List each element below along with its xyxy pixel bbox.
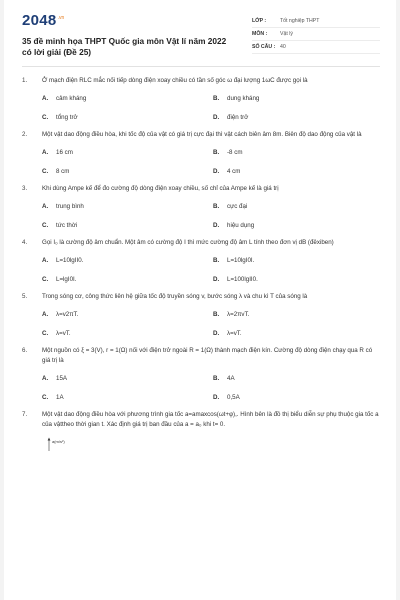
answer-option[interactable]	[213, 375, 384, 382]
question-number: 6.	[22, 347, 28, 354]
option-letter: A.	[42, 95, 49, 102]
answer-option[interactable]	[42, 149, 213, 156]
option-letter: B.	[213, 375, 220, 382]
question-text: Trong sóng cơ, công thức liên hệ giữa tốc độ truyền sóng v, bước sóng λ và chu kì T của sóng là	[42, 293, 308, 300]
answer-option[interactable]	[42, 330, 213, 337]
answer-option[interactable]	[213, 311, 384, 318]
question-number: 1.	[22, 77, 28, 84]
option-text: L=lgI0I.	[56, 276, 77, 283]
answer-option[interactable]	[213, 394, 384, 401]
answer-option[interactable]	[213, 114, 384, 121]
graph-y-label: a(m/s²)	[52, 439, 65, 444]
question	[22, 292, 380, 337]
question	[22, 130, 380, 175]
option-text: cực đại	[227, 203, 248, 210]
answer-option[interactable]	[42, 222, 213, 229]
option-letter: C.	[42, 114, 49, 121]
question-text: Một vật dao động điều hòa, khi tốc độ của vật có giá trị cực đại thì vật cách biên âm 8m. Biên độ dao động của vật là	[42, 131, 362, 138]
meta-value: Tốt nghiệp THPT	[280, 18, 320, 24]
meta-value: 40	[280, 44, 286, 50]
answer-option[interactable]	[213, 257, 384, 264]
question-text: Một nguồn có ξ = 3(V), r = 1(Ω) nối với điện trở ngoài R = 1(Ω) thành mạch điện kín. Cường độ dòng điện chạy qua R có giá trị là	[42, 347, 373, 364]
graph-arrow-icon	[48, 438, 51, 441]
answer-option[interactable]	[42, 375, 213, 382]
option-letter: B.	[213, 311, 220, 318]
option-letter: C.	[42, 276, 49, 283]
answer-option[interactable]	[213, 168, 384, 175]
meta-row-class	[252, 15, 380, 28]
option-letter: A.	[42, 311, 49, 318]
option-letter: A.	[42, 375, 49, 382]
option-text: điện trở	[227, 114, 249, 121]
option-text: λ=vT.	[56, 330, 71, 337]
option-letter: A.	[42, 149, 49, 156]
option-letter: B.	[213, 95, 220, 102]
answer-option[interactable]	[213, 330, 384, 337]
question	[22, 76, 380, 121]
logo-text: 2048	[22, 12, 57, 29]
question-number: 3.	[22, 185, 28, 192]
option-letter: A.	[42, 203, 49, 210]
exam-title: 35 đề minh họa THPT Quốc gia môn Vật lí năm 2022 có lời giải (Đề 25)	[22, 36, 227, 57]
option-text: 16 cm	[56, 149, 73, 156]
answer-options	[42, 311, 380, 337]
answer-options	[42, 149, 380, 175]
answer-option[interactable]	[213, 222, 384, 229]
option-text: tức thời	[56, 222, 78, 229]
option-text: cảm kháng	[56, 95, 87, 102]
header-left	[22, 12, 237, 58]
question-text: Ở mạch điện RLC mắc nối tiếp dòng điện xoay chiều có tần số góc ω đại lượng 1ωC được gọi là	[42, 77, 308, 84]
option-text: λ=2πvT.	[227, 311, 250, 318]
option-text: tổng trở	[56, 114, 78, 121]
option-text: 15A	[56, 375, 68, 382]
option-letter: D.	[213, 276, 220, 283]
question-number: 5.	[22, 293, 28, 300]
question	[22, 346, 380, 401]
question	[22, 410, 380, 457]
logo-suffix: .vn	[57, 14, 65, 21]
question	[22, 184, 380, 229]
answer-option[interactable]	[213, 95, 384, 102]
answer-option[interactable]	[42, 257, 213, 264]
option-letter: D.	[213, 394, 220, 401]
answer-option[interactable]	[42, 203, 213, 210]
option-text: λ=v2πT.	[56, 311, 79, 318]
option-text: 1A	[56, 394, 64, 401]
answer-options	[42, 375, 380, 401]
option-letter: C.	[42, 394, 49, 401]
answer-option[interactable]	[42, 95, 213, 102]
option-text: L=10lgI0I.	[227, 257, 255, 264]
meta-key: MÔN :	[252, 31, 268, 37]
option-text: -8 cm	[227, 149, 243, 156]
document-header	[22, 12, 380, 67]
option-text: 4A	[227, 375, 235, 382]
option-letter: B.	[213, 149, 220, 156]
option-text: L=10lgII0.	[56, 257, 84, 264]
answer-option[interactable]	[42, 114, 213, 121]
answer-option[interactable]	[213, 203, 384, 210]
answer-option[interactable]	[42, 168, 213, 175]
option-letter: D.	[213, 114, 220, 121]
meta-row-subject	[252, 28, 380, 41]
answer-options	[42, 257, 380, 283]
question-list	[22, 76, 380, 457]
option-letter: C.	[42, 330, 49, 337]
option-letter: D.	[213, 222, 220, 229]
answer-option[interactable]	[42, 311, 213, 318]
option-text: 4 cm	[227, 168, 241, 175]
question-number: 4.	[22, 239, 28, 246]
option-text: dung kháng	[227, 95, 260, 102]
option-letter: D.	[213, 330, 220, 337]
meta-key: LỚP :	[252, 18, 267, 24]
meta-row-count	[252, 41, 380, 54]
answer-options	[42, 203, 380, 229]
question-number: 7.	[22, 411, 28, 418]
question	[22, 238, 380, 283]
option-text: 0,5A	[227, 394, 240, 401]
option-text: λ=vT.	[227, 330, 242, 337]
option-text: hiệu dụng	[227, 222, 255, 229]
option-letter: A.	[42, 257, 49, 264]
question-text: Gọi I₀ là cường độ âm chuẩn. Một âm có cường độ I thì mức cường độ âm L tính theo đơn vị dB (đêxiben)	[42, 239, 334, 246]
option-text: L=100lgII0.	[227, 276, 258, 283]
question-text: Khi dùng Ampe kế để đo cường độ dòng điện xoay chiều, số chỉ của Ampe kế là giá trị	[42, 185, 279, 192]
meta-key: SỐ CÂU :	[252, 44, 276, 50]
option-letter: B.	[213, 257, 220, 264]
site-logo[interactable]	[22, 12, 237, 30]
question-number: 2.	[22, 131, 28, 138]
option-letter: C.	[42, 168, 49, 175]
option-letter: C.	[42, 222, 49, 229]
option-letter: B.	[213, 203, 220, 210]
document-page	[4, 0, 396, 600]
option-text: 8 cm	[56, 168, 70, 175]
question-text: Một vật dao động điều hòa với phương trình gia tốc a=amaxcos(ωt+φ),. Hình bên là đồ thị biểu diễn sự phụ thuộc gia tốc a của vậttheo thời gian t. Xác định giá trị ban đầu của a = a₀ khi t= 0.	[42, 411, 379, 428]
answer-options	[42, 95, 380, 121]
meta-value: Vật lý	[280, 31, 293, 37]
answer-option[interactable]	[213, 276, 384, 283]
answer-option[interactable]	[42, 276, 213, 283]
answer-option[interactable]	[213, 149, 384, 156]
answer-option[interactable]	[42, 394, 213, 401]
option-letter: D.	[213, 168, 220, 175]
acceleration-graph	[46, 436, 106, 452]
exam-meta	[252, 15, 380, 58]
option-text: trung bình	[56, 203, 84, 210]
